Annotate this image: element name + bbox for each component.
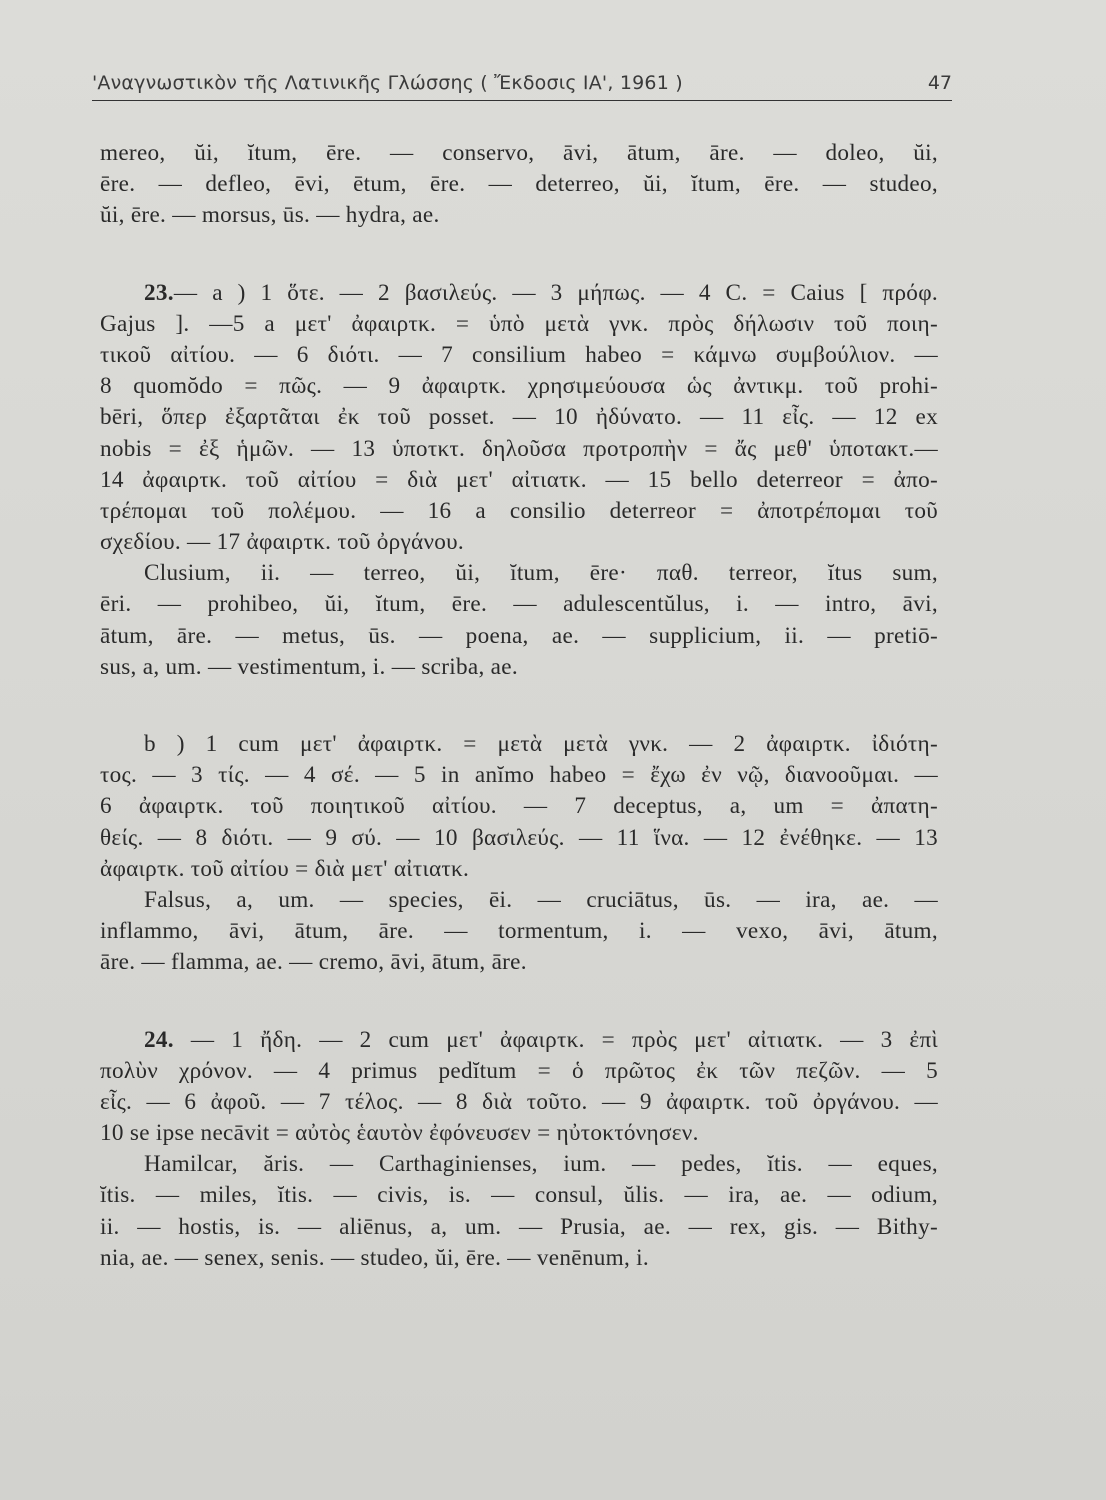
text-line: τρέπομαι τοῦ πολέμου. — 16 a consilio deterreor = ἀποτρέπομαι τοῦ xyxy=(100,497,938,524)
text-line: εἶς. — 6 ἀφοῦ. — 7 τέλος. — 8 διὰ τοῦτο. — 9 ἀφαιρτκ. τοῦ ὀργάνου. — xyxy=(100,1088,938,1115)
vocabulary-line: āre. — flamma, ae. — cremo, āvi, ātum, āre. xyxy=(100,949,527,976)
vocabulary-line: ĭtis. — miles, ĭtis. — civis, is. — consul, ŭlis. — ira, ae. — odium, xyxy=(100,1182,938,1209)
text-line: bēri, ὅπερ ἐξαρτᾶται ἐκ τοῦ posset. — 10 ἠδύνατο. — 11 εἶς. — 12 ex xyxy=(100,404,938,431)
text-line: 14 ἀφαιρτκ. τοῦ αἰτίου = διὰ μετ' αἰτιατκ. — 15 bello deterreor = ἀπο- xyxy=(100,466,938,493)
vocabulary-line: Clusium, ii. — terreo, ŭi, ĭtum, ēre· παθ. terreor, ĭtus sum, xyxy=(144,560,938,587)
vocabulary-line: ii. — hostis, is. — aliēnus, a, um. — Prusia, ae. — rex, gis. — Bithy- xyxy=(100,1213,938,1240)
exercise-number: 23. xyxy=(144,279,174,306)
page-body xyxy=(100,138,938,1274)
book-title: 'Αναγνωστικὸν τῆς Λατινικῆς Γλώσσης ( Ἔκδοσις ΙΑ', 1961 ) xyxy=(92,72,683,94)
exercise-number: 24. xyxy=(144,1026,174,1053)
page-number: 47 xyxy=(927,72,952,94)
text-line: Gajus ]. —5 a μετ' ἀφαιρτκ. = ὑπὸ μετὰ γνκ. πρὸς δήλωσιν τοῦ ποιη- xyxy=(100,310,938,337)
text-line: ἀφαιρτκ. τοῦ αἰτίου = διὰ μετ' αἰτιατκ. xyxy=(100,855,470,882)
text-line: ŭi, ēre. — morsus, ūs. — hydra, ae. xyxy=(100,202,440,229)
exercise-23-first-line: 23.— a ) 1 ὅτε. — 2 βασιλεύς. — 3 μήπως. — 4 C. = Caius [ πρόφ. xyxy=(144,279,938,306)
text-line: τικοῦ αἰτίου. — 6 διότι. — 7 consilium habeo = κάμνω συμβούλιον. — xyxy=(100,341,938,368)
vocabulary-line: sus, a, um. — vestimentum, i. — scriba, ae. xyxy=(100,653,518,680)
text-line: nobis = ἐξ ἡμῶν. — 13 ὑποτκτ. δηλοῦσα προτροπὴν = ἄς μεθ' ὑποτακτ.— xyxy=(100,435,938,462)
text-line: πολὺν χρόνον. — 4 primus pedĭtum = ὁ πρῶτος ἐκ τῶν πεζῶν. — 5 xyxy=(100,1057,938,1084)
text-line: 10 se ipse necāvit = αὐτὸς ἑαυτὸν ἐφόνευσεν = ηὐτοκτόνησεν. xyxy=(100,1120,699,1147)
running-header xyxy=(92,66,952,101)
text-line: 8 quomŏdo = πῶς. — 9 ἀφαιρτκ. χρησιμεύουσα ὡς ἀντικμ. τοῦ prohi- xyxy=(100,373,938,400)
exercise-24-first-line: 24. — 1 ἤδη. — 2 cum μετ' ἀφαιρτκ. = πρὸς μετ' αἰτιατκ. — 3 ἐπὶ xyxy=(144,1026,938,1053)
text-line: θείς. — 8 διότι. — 9 σύ. — 10 βασιλεύς. — 11 ἵνα. — 12 ἐνέθηκε. — 13 xyxy=(100,824,938,851)
vocabulary-line: inflammo, āvi, ātum, āre. — tormentum, i. — vexo, āvi, ātum, xyxy=(100,918,938,945)
text-line: b ) 1 cum μετ' ἀφαιρτκ. = μετὰ μετὰ γνκ. — 2 ἀφαιρτκ. ἰδιότη- xyxy=(144,731,938,757)
vocabulary-line: nia, ae. — senex, senis. — studeo, ŭi, ēre. — venēnum, i. xyxy=(100,1244,649,1271)
text-line: τος. — 3 τίς. — 4 σέ. — 5 in anĭmo habeo = ἔχω ἐν νῷ, διανοοῦμαι. — xyxy=(100,762,938,789)
text-line: σχεδίου. — 17 ἀφαιρτκ. τοῦ ὀργάνου. xyxy=(100,529,465,556)
text-line: 6 ἀφαιρτκ. τοῦ ποιητικοῦ αἰτίου. — 7 deceptus, a, um = ἀπατη- xyxy=(100,793,938,820)
vocabulary-line: Hamilcar, ăris. — Carthaginienses, ium. — pedes, ĭtis. — eques, xyxy=(144,1151,938,1178)
vocabulary-line: ātum, āre. — metus, ūs. — poena, ae. — supplicium, ii. — pretiō- xyxy=(100,622,938,649)
text-line: ēre. — defleo, ēvi, ētum, ēre. — deterreo, ŭi, ĭtum, ēre. — studeo, xyxy=(100,171,938,198)
vocabulary-line: Falsus, a, um. — species, ēi. — cruciātus, ūs. — ira, ae. — xyxy=(144,886,938,913)
text-line: mereo, ŭi, ĭtum, ēre. — conservo, āvi, ātum, āre. — doleo, ŭi, xyxy=(100,140,938,166)
vocabulary-line: ēri. — prohibeo, ŭi, ĭtum, ēre. — adulescentŭlus, i. — intro, āvi, xyxy=(100,591,938,618)
